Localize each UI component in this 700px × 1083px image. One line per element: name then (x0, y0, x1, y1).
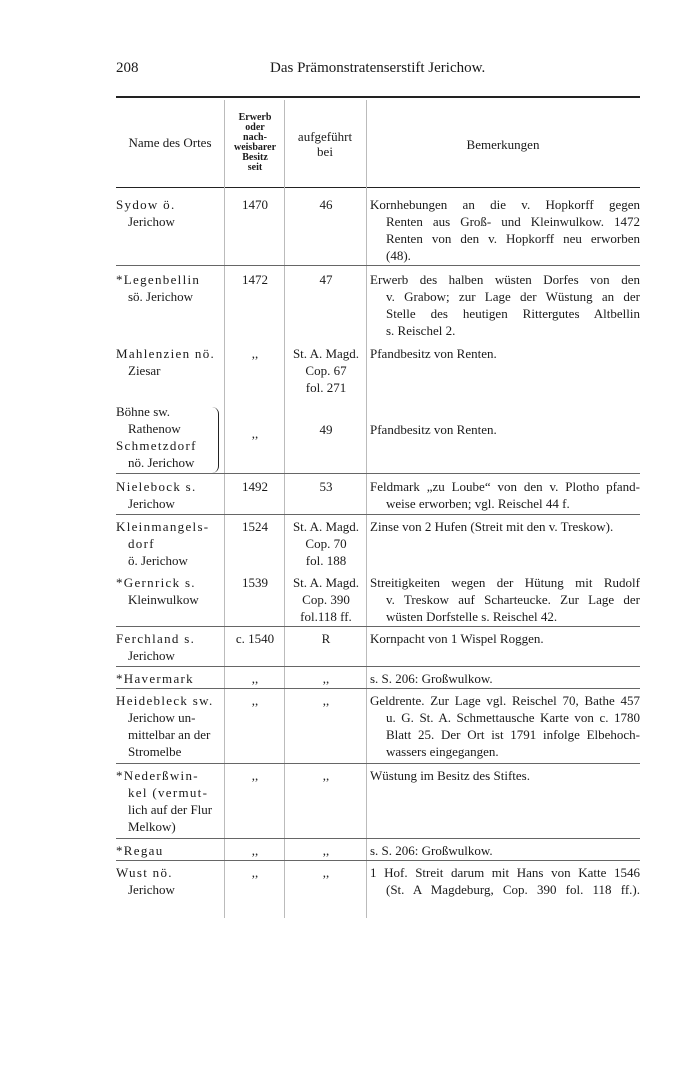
table-row (116, 403, 640, 474)
table-row (116, 271, 640, 340)
remarks (370, 421, 640, 438)
ref-line: ,, (322, 843, 330, 858)
table-row (116, 670, 640, 689)
table-row (116, 196, 640, 266)
remark-line: (St. A Magdeburg, Cop. 390 fol. 118 ff.). (386, 882, 640, 897)
name-line: Stromelbe (128, 744, 182, 759)
listed-ref (286, 345, 366, 396)
header-rule (116, 187, 640, 188)
remarks (370, 345, 640, 362)
remarks (370, 864, 640, 898)
header-line: oder (245, 122, 265, 133)
header-line: Besitz (242, 152, 268, 163)
table-row (116, 518, 640, 570)
ref-line: Cop. 70 (305, 536, 347, 551)
table-row (116, 842, 640, 861)
header-name-of-place: Name des Ortes (128, 135, 212, 150)
remark-line: Pfandbesitz von Renten. (370, 346, 497, 361)
place-name (116, 692, 224, 760)
listed-ref (286, 767, 366, 784)
remark-line: Blatt 25. Der Ort ist 1791 infolge Elbehoch- (386, 727, 640, 742)
remark-line: Renten von den v. Hopkorff neu erworben (386, 231, 640, 246)
name-line: Jerichow un- (128, 710, 196, 725)
ref-line: ,, (322, 768, 330, 783)
name-line: Schmetzdorf (116, 438, 197, 453)
header-line: seit (247, 162, 263, 173)
name-line: Ferchland s. (116, 631, 196, 646)
remark-line: Kornpacht von 1 Wispel Roggen. (370, 631, 544, 646)
name-line: *Legenbellin (116, 272, 201, 287)
ref-line: ,, (322, 693, 330, 708)
table-row (116, 864, 640, 900)
listed-ref (286, 670, 366, 687)
remark-line: Streitigkeiten wegen der Hütung mit Rudolf (370, 575, 640, 590)
ref-line: fol. 271 (305, 380, 347, 395)
remarks (370, 518, 640, 535)
remark-line: Zinse von 2 Hufen (Streit mit den v. Treskow). (370, 519, 614, 534)
listed-ref (286, 478, 366, 495)
name-line: Jerichow (128, 882, 175, 897)
remark-line: Wüstung im Besitz des Stiftes. (370, 768, 530, 783)
remark-line: s. S. 206: Großwulkow. (370, 843, 493, 858)
header-listed-at (286, 130, 364, 160)
remark-line: Pfandbesitz von Renten. (370, 422, 497, 437)
acquired-year: 1470 (242, 197, 268, 212)
ref-line: R (321, 631, 331, 646)
name-line: *Regau (116, 843, 164, 858)
acquired-year: c. 1540 (235, 631, 275, 646)
remark-line: Geldrente. Zur Lage vgl. Reischel 70, Bathe 457 (370, 693, 640, 708)
header-line: bei (317, 143, 333, 159)
remarks (370, 767, 640, 784)
ref-line: 46 (319, 197, 333, 212)
place-name (116, 403, 224, 471)
name-line: sö. Jerichow (128, 289, 193, 304)
ref-line: St. A. Magd. (292, 346, 360, 361)
name-line: Jerichow (128, 496, 175, 511)
name-line: Rathenow (128, 421, 181, 436)
name-line: Nielebock s. (116, 479, 197, 494)
place-name (116, 842, 224, 859)
listed-ref (286, 630, 366, 647)
name-line: mittelbar an der (128, 727, 211, 742)
remark-line: u. G. St. A. Schmettausche Karte von c. 1780 (386, 710, 640, 725)
name-line: Ziesar (128, 363, 161, 378)
remarks (370, 574, 640, 625)
place-name (116, 345, 224, 379)
header-acquired-since (224, 113, 286, 173)
name-line: *Nederßwin- (116, 768, 199, 783)
acquired-year: ,, (251, 426, 259, 441)
header-line: Erwerb (238, 112, 272, 123)
top-rule (116, 96, 640, 98)
name-line: kel (vermut- (128, 785, 209, 800)
remarks (370, 630, 640, 647)
acquired-year: 1524 (242, 519, 268, 534)
table-row (116, 478, 640, 515)
name-line: Wust nö. (116, 865, 173, 880)
place-name (116, 574, 224, 608)
ref-line: St. A. Magd. (292, 519, 360, 534)
remark-line: wassers eingegangen. (386, 744, 499, 759)
table-row (116, 767, 640, 839)
remarks (370, 271, 640, 339)
ref-line: 49 (319, 422, 333, 437)
place-name (116, 864, 224, 898)
remark-line: s. S. 206: Großwulkow. (370, 671, 493, 686)
place-name (116, 518, 224, 569)
listed-ref (286, 518, 366, 569)
name-line: nö. Jerichow (128, 455, 195, 470)
name-line: Jerichow (128, 648, 175, 663)
ref-line: ,, (322, 865, 330, 880)
name-line: Kleinmangels- (116, 519, 210, 534)
name-line: Mahlenzien nö. (116, 346, 216, 361)
listed-ref (286, 421, 366, 438)
acquired-year: ,, (251, 693, 259, 708)
running-title: Das Prämonstratenserstift Jerichow. (270, 60, 486, 76)
table-row (116, 345, 640, 397)
header-line: aufgeführt (297, 129, 353, 144)
header-line: weisbarer (233, 142, 277, 153)
name-line: *Gernrick s. (116, 575, 196, 590)
name-line: Jerichow (128, 214, 175, 229)
acquired-year: ,, (251, 671, 259, 686)
ref-line: St. A. Magd. (292, 575, 360, 590)
remarks (370, 692, 640, 760)
name-line: Heidebleck sw. (116, 693, 214, 708)
remarks (370, 478, 640, 512)
ref-line: ,, (322, 671, 330, 686)
table-row (116, 692, 640, 764)
remark-line: s. Reischel 2. (386, 323, 456, 338)
remark-line: v. Treskow auf Scharteucke. Zur Lage der (386, 592, 640, 607)
place-name (116, 478, 224, 512)
remark-line: v. Grabow; zur Lage der Wüstung an der (386, 289, 640, 304)
place-name (116, 630, 224, 664)
ref-line: Cop. 67 (305, 363, 347, 378)
acquired-year: ,, (251, 346, 259, 361)
acquired-year: 1472 (242, 272, 268, 287)
remarks (370, 842, 640, 859)
header-remarks: Bemerkungen (466, 137, 540, 152)
ref-line: fol.118 ff. (300, 609, 352, 624)
place-name (116, 670, 224, 687)
listed-ref (286, 196, 366, 213)
remark-line: (48). (386, 248, 411, 263)
remark-line: Kornhebungen an die v. Hopkorff gegen (370, 197, 640, 212)
place-name (116, 271, 224, 305)
remarks (370, 670, 640, 687)
header-line: nach- (243, 132, 267, 143)
name-line: Sydow ö. (116, 197, 176, 212)
remark-line: Feldmark „zu Loube“ von den v. Plotho pfand- (370, 479, 640, 494)
acquired-year: ,, (251, 865, 259, 880)
remark-line: 1 Hof. Streit darum mit Hans von Katte 1546 (370, 865, 640, 880)
remark-line: Renten aus Groß- und Kleinwulkow. 1472 (386, 214, 640, 229)
listed-ref (286, 271, 366, 288)
name-line: *Havermark (116, 671, 194, 686)
name-line: Kleinwulkow (128, 592, 199, 607)
ref-line: Cop. 390 (302, 592, 350, 607)
acquired-year: 1539 (242, 575, 268, 590)
remark-line: Stelle des heutigen Rittergutes Altbellin (386, 306, 640, 321)
acquired-year: 1492 (242, 479, 268, 494)
remark-line: weise erworben; vgl. Reischel 44 f. (386, 496, 570, 511)
remark-line: wüsten Dorfstelle s. Reischel 42. (386, 609, 558, 624)
ref-line: 47 (319, 272, 333, 287)
remarks (370, 196, 640, 264)
place-name (116, 767, 224, 835)
ref-line: fol. 188 (305, 553, 347, 568)
listed-ref (286, 574, 366, 625)
remark-line: Erwerb des halben wüsten Dorfes von den (370, 272, 640, 287)
acquired-year: ,, (251, 768, 259, 783)
table-row (116, 574, 640, 627)
listed-ref (286, 842, 366, 859)
name-line: Böhne sw. (116, 404, 171, 419)
listed-ref (286, 864, 366, 881)
page-number: 208 (116, 60, 139, 76)
name-line: Melkow) (128, 819, 176, 834)
name-line: lich auf der Flur (128, 802, 213, 817)
name-line: ö. Jerichow (128, 553, 188, 568)
acquired-year: ,, (251, 843, 259, 858)
curly-brace-icon (212, 407, 219, 473)
listed-ref (286, 692, 366, 709)
name-line: dorf (128, 536, 155, 551)
ref-line: 53 (319, 479, 333, 494)
place-name (116, 196, 224, 230)
table-row (116, 630, 640, 667)
